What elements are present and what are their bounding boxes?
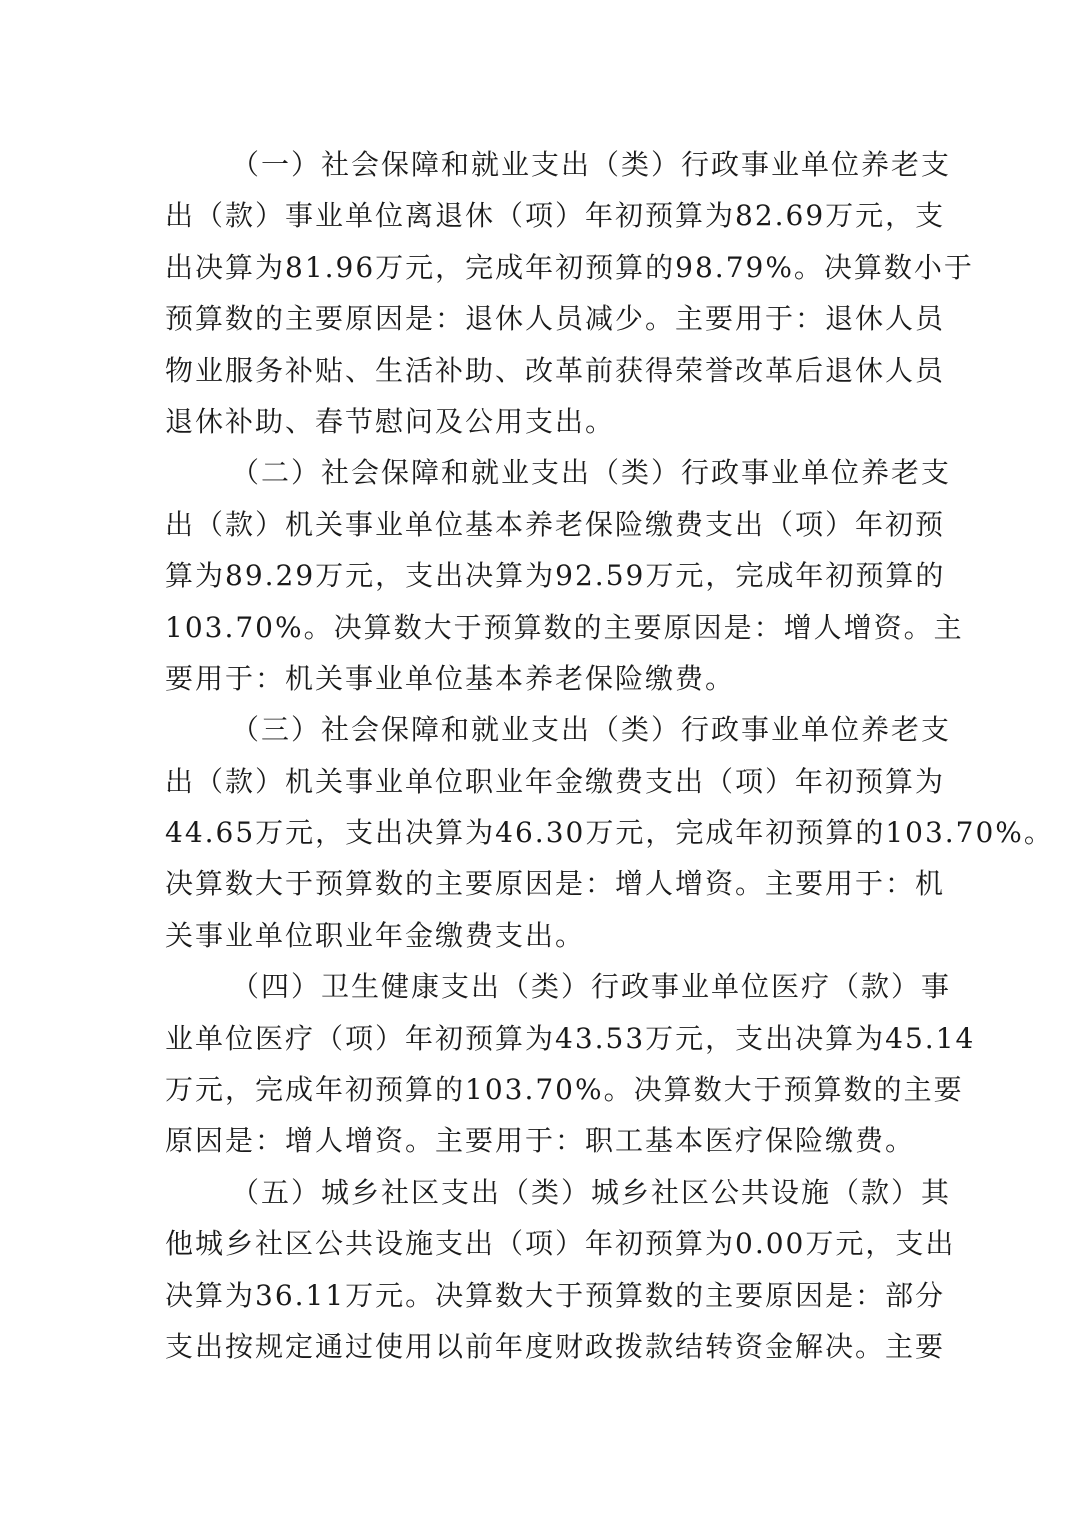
paragraph-1-line-4: 预算数的主要原因是：退休人员减少。主要用于：退休人员 bbox=[165, 302, 946, 336]
paragraph-3-line-1: （三）社会保障和就业支出（类）行政事业单位养老支 bbox=[231, 713, 952, 747]
paragraph-2-line-4: 103.70%。决算数大于预算数的主要原因是：增人增资。主 bbox=[165, 610, 964, 644]
paragraph-1-line-6: 退休补助、春节慰问及公用支出。 bbox=[165, 404, 616, 438]
paragraph-5-line-1: （五）城乡社区支出（类）城乡社区公共设施（款）其 bbox=[231, 1175, 952, 1209]
paragraph-4-line-3: 万元，完成年初预算的103.70%。决算数大于预算数的主要 bbox=[165, 1073, 964, 1107]
paragraph-2-line-1: （二）社会保障和就业支出（类）行政事业单位养老支 bbox=[231, 456, 952, 490]
paragraph-1-line-2: 出（款）事业单位离退休（项）年初预算为82.69万元，支 bbox=[165, 199, 946, 233]
body-text bbox=[165, 142, 1054, 1375]
paragraph-3-line-4: 决算数大于预算数的主要原因是：增人增资。主要用于：机 bbox=[165, 867, 946, 901]
paragraph-4-line-4: 原因是：增人增资。主要用于：职工基本医疗保险缴费。 bbox=[165, 1124, 916, 1158]
paragraph-1-line-5: 物业服务补贴、生活补助、改革前获得荣誉改革后退休人员 bbox=[165, 353, 946, 387]
paragraph-3-line-2: 出（款）机关事业单位职业年金缴费支出（项）年初预算为 bbox=[165, 764, 946, 798]
paragraph-2-line-2: 出（款）机关事业单位基本养老保险缴费支出（项）年初预 bbox=[165, 507, 946, 541]
paragraph-5-line-3: 决算为36.11万元。决算数大于预算数的主要原因是：部分 bbox=[165, 1278, 946, 1312]
paragraph-3-line-3: 44.65万元，支出决算为46.30万元，完成年初预算的103.70%。 bbox=[165, 816, 1054, 850]
paragraph-5-line-2: 他城乡社区公共设施支出（项）年初预算为0.00万元，支出 bbox=[165, 1227, 956, 1261]
paragraph-4-line-2: 业单位医疗（项）年初预算为43.53万元，支出决算为45.14 bbox=[165, 1021, 976, 1055]
paragraph-1-line-1: （一）社会保障和就业支出（类）行政事业单位养老支 bbox=[231, 148, 952, 181]
paragraph-2-line-3: 算为89.29万元，支出决算为92.59万元，完成年初预算的 bbox=[165, 559, 946, 593]
paragraph-2-line-5: 要用于：机关事业单位基本养老保险缴费。 bbox=[165, 661, 736, 695]
paragraph-4-line-1: （四）卫生健康支出（类）行政事业单位医疗（款）事 bbox=[231, 970, 952, 1004]
paragraph-3-line-5: 关事业单位职业年金缴费支出。 bbox=[165, 918, 586, 952]
paragraph-1-line-3: 出决算为81.96万元，完成年初预算的98.79%。决算数小于 bbox=[165, 250, 974, 284]
paragraph-5-line-4: 支出按规定通过使用以前年度财政拨款结转资金解决。主要 bbox=[165, 1329, 946, 1363]
